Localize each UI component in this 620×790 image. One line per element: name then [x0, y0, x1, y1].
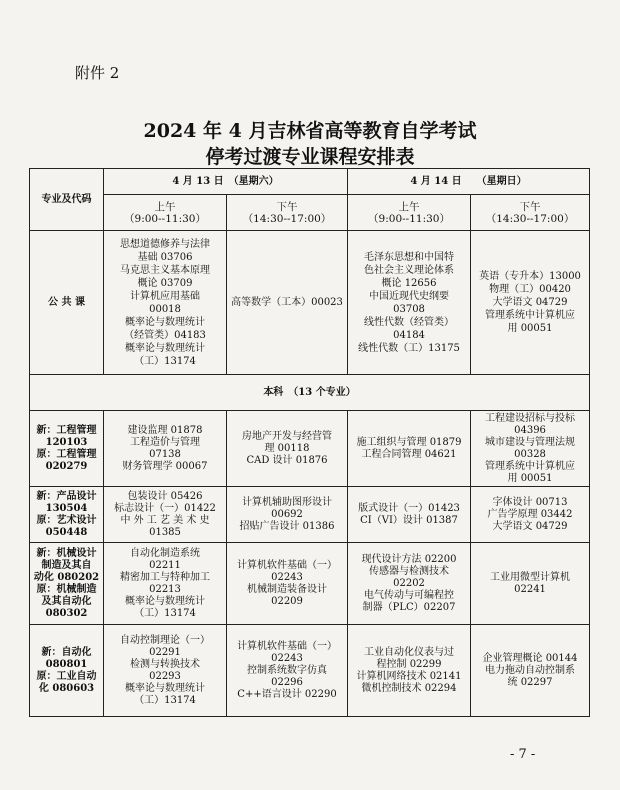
cell-line: 工业用微型计算机: [490, 571, 571, 583]
course-cell-sun-am: [348, 625, 471, 717]
date-sat-header: 4 月 13 日 （星期六）: [104, 169, 348, 195]
cell-line: 工程合同管理 04621: [361, 448, 457, 460]
cell-line: 计算机应用基础: [130, 290, 200, 302]
cell-line: 广告学原理 03442: [487, 508, 573, 520]
cell-line: 检测与转换技术: [130, 658, 200, 670]
course-cell-sun-pm: [471, 625, 590, 717]
major-row: [30, 543, 590, 625]
course-cell-sat-am: [104, 487, 227, 543]
cell-line: 概率论与数理统计: [125, 316, 205, 328]
cell-line: 02243: [271, 571, 303, 583]
course-cell-sat-am: [104, 625, 227, 717]
cell-line: 01385: [149, 526, 181, 538]
cell-line: 包装设计 05426: [127, 490, 203, 502]
course-cell-sun-am: [348, 411, 471, 487]
course-cell-sun-am: [348, 487, 471, 543]
cell-line: 制器（PLC）02207: [362, 601, 456, 613]
public-sun-am: [348, 231, 471, 375]
cell-line: 新：自动化: [41, 646, 92, 658]
cell-line: 080801: [45, 658, 88, 670]
sun-am-header: 上午 （9:00--11:30）: [348, 195, 471, 231]
public-sat-am: [104, 231, 227, 375]
cell-line: 新：工程管理: [36, 424, 97, 436]
cell-line: 03708: [393, 303, 425, 315]
cell-line: 计算机网络技术 02141: [356, 670, 462, 682]
cell-line: 新：机械设计: [36, 547, 97, 559]
cell-line: 中国近现代史纲要: [369, 290, 450, 302]
cell-line: 及其自动化: [41, 595, 92, 607]
cell-line: 120103: [45, 436, 88, 448]
cell-line: 自动化制造系统: [130, 547, 200, 559]
cell-line: 微机控制技术 02294: [361, 682, 457, 694]
section-title: 本科 （13 个专业）: [30, 375, 590, 411]
course-cell-sat-pm: [227, 543, 348, 625]
cell-line: 理 00118: [264, 442, 310, 454]
course-cell-sat-am: [104, 411, 227, 487]
major-row: [30, 411, 590, 487]
cell-line: 马克思主义基本原理: [120, 264, 210, 276]
major-cell: [30, 625, 104, 717]
cell-line: 中 外 工 艺 美 术 史: [120, 514, 210, 526]
cell-line: 04396: [514, 424, 546, 436]
cell-line: 版式设计（一）01423: [358, 502, 460, 514]
cell-line: 工业自动化仪表与过: [364, 646, 455, 658]
cell-line: （工）13174: [134, 355, 196, 367]
cell-line: 04184: [393, 329, 425, 341]
cell-line: 动化 080202: [33, 571, 100, 583]
public-label: 公 共 课: [30, 231, 104, 375]
cell-line: 毛泽东思想和中国特: [364, 251, 455, 263]
date-sun-header: 4 月 14 日 （星期日）: [348, 169, 590, 195]
sun-pm-header: 下午 （14:30--17:00）: [471, 195, 590, 231]
cell-line: 招贴广告设计 01386: [239, 520, 335, 532]
cell-line: 原：机械制造: [36, 583, 97, 595]
major-cell: [30, 411, 104, 487]
cell-line: 050448: [45, 526, 88, 538]
major-row: [30, 625, 590, 717]
cell-line: 线性代数（经管类）: [364, 316, 455, 328]
cell-line: 控制系统数字仿真: [247, 664, 327, 676]
cell-line: 线性代数（工）13175: [358, 342, 460, 354]
cell-line: 英语（专升本）13000: [479, 271, 581, 282]
major-rows: [30, 411, 590, 717]
cell-line: 07138: [149, 448, 181, 460]
cell-line: 财务管理学 00067: [122, 460, 208, 472]
cell-line: 字体设计 00713: [492, 496, 568, 508]
cell-line: 02209: [271, 595, 303, 607]
cell-line: 工程建设招标与投标: [485, 412, 576, 424]
cell-line: 00018: [149, 303, 181, 315]
cell-line: 计算机辅助图形设计: [242, 496, 332, 508]
cell-line: 概率论与数理统计: [125, 595, 205, 607]
cell-line: 02202: [393, 577, 425, 589]
course-cell-sat-pm: [227, 625, 348, 717]
cell-line: 管理系统中计算机应: [485, 460, 576, 472]
cell-line: 概率论与数理统计: [125, 342, 205, 354]
cell-line: 概论 03709: [137, 277, 193, 289]
cell-line: 物理（工）00420: [489, 284, 571, 295]
cell-line: 城市建设与管理法规: [485, 436, 576, 448]
cell-line: 概率论与数理统计: [125, 682, 205, 694]
cell-line: （工）13174: [134, 607, 196, 619]
cell-line: 00328: [514, 448, 546, 460]
cell-line: 计算机软件基础（一）: [237, 559, 337, 571]
major-cell: [30, 543, 104, 625]
course-cell-sun-am: [348, 543, 471, 625]
cell-line: 130504: [45, 502, 88, 514]
cell-line: 自动控制理论（一）: [120, 634, 210, 646]
cell-line: CI（VI）设计 01387: [360, 514, 458, 526]
cell-line: 统 02297: [507, 676, 553, 688]
cell-line: 电力拖动自动控制系: [485, 664, 576, 676]
major-row: [30, 487, 590, 543]
cell-line: 化 080603: [38, 682, 95, 694]
cell-line: 高等数学（工本）00023: [231, 297, 343, 308]
cell-line: 080302: [45, 607, 88, 619]
cell-line: 建设监理 01878: [127, 424, 203, 436]
schedule-table: [29, 168, 590, 717]
cell-line: 电气传动与可编程控: [364, 589, 455, 601]
course-cell-sat-am: [104, 543, 227, 625]
cell-line: （工）13174: [134, 694, 196, 706]
cell-line: 计算机软件基础（一）: [237, 640, 337, 652]
cell-line: 大学语文 04729: [492, 297, 568, 308]
cell-line: 现代设计方法 02200: [361, 553, 457, 565]
cell-line: 用 00051: [507, 323, 553, 334]
page-title: 2024 年 4 月吉林省高等教育自学考试: [143, 120, 477, 142]
cell-line: 机械制造装备设计: [247, 583, 327, 595]
sat-am-header: 上午 （9:00--11:30）: [104, 195, 227, 231]
public-sat-pm: [227, 231, 348, 375]
cell-line: 精密加工与特种加工: [120, 571, 210, 583]
cell-line: 房地产开发与经营管: [242, 430, 332, 442]
cell-line: 原：工业自动: [36, 670, 97, 682]
cell-line: 施工组织与管理 01879: [356, 436, 462, 448]
course-cell-sun-pm: [471, 411, 590, 487]
cell-line: 管理系统中计算机应: [485, 310, 576, 321]
course-cell-sat-pm: [227, 411, 348, 487]
public-sun-pm: [471, 231, 590, 375]
cell-line: 用 00051: [507, 472, 553, 484]
cell-line: 标志设计（一）01422: [114, 502, 216, 514]
cell-line: 大学语文 04729: [492, 520, 568, 532]
cell-line: 02241: [514, 583, 546, 595]
cell-line: CAD 设计 01876: [246, 454, 328, 466]
cell-line: 思想道德修养与法律: [120, 238, 210, 250]
major-cell: [30, 487, 104, 543]
cell-line: 02293: [149, 670, 181, 682]
cell-line: 020279: [45, 460, 88, 472]
cell-line: 02211: [149, 559, 181, 571]
cell-line: 02291: [149, 646, 181, 658]
cell-line: 新：产品设计: [36, 490, 97, 502]
public-row: [30, 231, 590, 375]
cell-line: 制造及其自: [41, 559, 92, 571]
major-code-header: 专业及代码: [30, 169, 104, 231]
page-subtitle: 停考过渡专业课程安排表: [205, 146, 415, 168]
cell-line: 工程造价与管理: [130, 436, 200, 448]
cell-line: 02296: [271, 676, 303, 688]
page-number: - 7 -: [510, 747, 536, 762]
cell-line: 02243: [271, 652, 303, 664]
cell-line: 原：工程管理: [36, 448, 97, 460]
cell-line: 企业管理概论 00144: [482, 652, 578, 664]
cell-line: 色社会主义理论体系: [364, 264, 455, 276]
attachment-label: 附件 2: [75, 64, 120, 82]
cell-line: 00692: [271, 508, 303, 520]
cell-line: C++语言设计 02290: [237, 688, 337, 700]
course-cell-sat-pm: [227, 487, 348, 543]
cell-line: （经管类）04183: [124, 329, 206, 341]
cell-line: 基础 03706: [137, 251, 193, 263]
sat-pm-header: 下午 （14:30--17:00）: [227, 195, 348, 231]
cell-line: 传感器与检测技术: [369, 565, 450, 577]
cell-line: 程控制 02299: [376, 658, 442, 670]
course-cell-sun-pm: [471, 487, 590, 543]
cell-line: 概论 12656: [381, 277, 437, 289]
course-cell-sun-pm: [471, 543, 590, 625]
cell-line: 02213: [149, 583, 181, 595]
cell-line: 原：艺术设计: [36, 514, 97, 526]
